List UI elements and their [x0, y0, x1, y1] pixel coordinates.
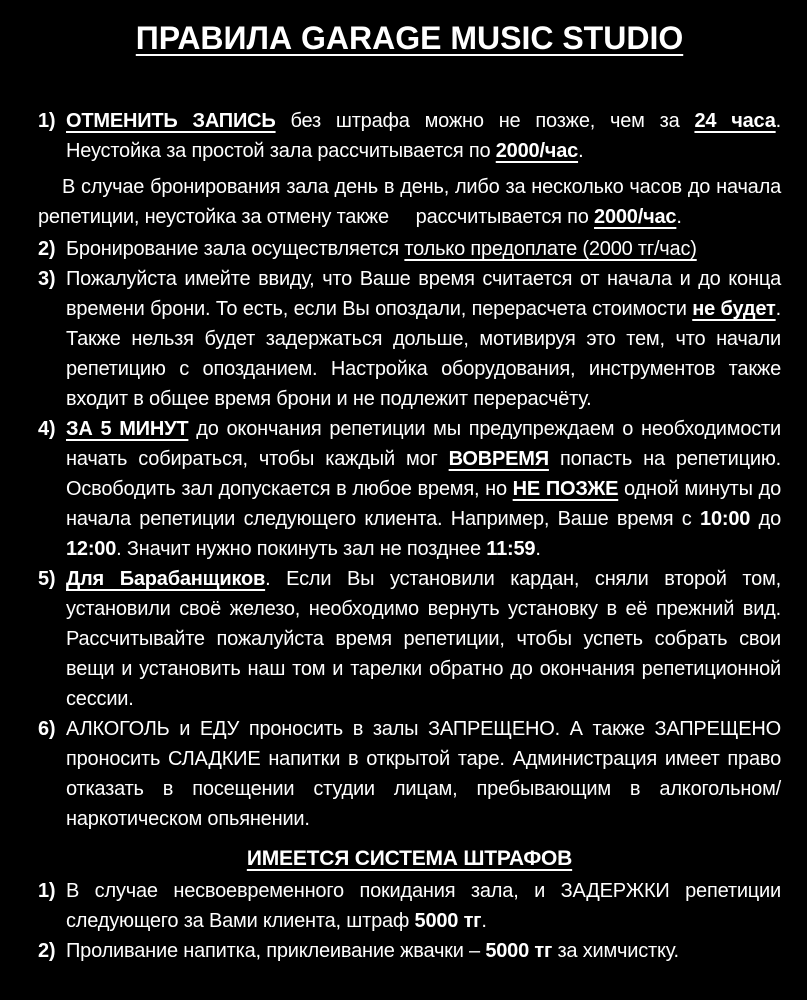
penalties-heading: ИМЕЕТСЯ СИСТЕМА ШТРАФОВ: [246, 847, 573, 870]
rule-item-5-text: Для Барабанщиков. Если Вы установили кардан, сняли второй том, установили своё железо, необходимо вернуть установку в её прежний вид. Рассчитывайте пожалуйста время репетиции, чтобы успеть собрать свои вещи и установить наш том и тарелки обратно до окончания репетиционной сессии.: [66, 568, 781, 710]
penalty-item-1-number: 1): [38, 880, 56, 902]
rule-item-5: [38, 564, 781, 714]
rule-item-5-number: 5): [38, 568, 56, 590]
penalties-list: [38, 876, 781, 966]
rule-item-3-number: 3): [38, 268, 56, 290]
cancellation-note-paragraph: В случае бронирования зала день в день, либо за несколько часов до начала репетиции, неустойка за отмену также рассчитывается по 2000/час.: [38, 176, 781, 228]
penalty-item-2: [38, 936, 781, 966]
rule-item-4: [38, 414, 781, 564]
penalty-item-1: [38, 876, 781, 936]
rule-item-2: [38, 234, 781, 264]
penalty-item-2-number: 2): [38, 940, 56, 962]
rule-item-1-text: ОТМЕНИТЬ ЗАПИСЬ без штрафа можно не позже, чем за 24 часа. Неустойка за простой зала рассчитывается по 2000/час.: [66, 110, 781, 162]
rule-item-6: [38, 714, 781, 834]
page-title: ПРАВИЛА GARAGE MUSIC STUDIO: [135, 20, 684, 56]
rules-list: [38, 106, 781, 834]
rule-item-3: [38, 264, 781, 414]
rule-item-1-number: 1): [38, 110, 56, 132]
penalty-item-1-text: В случае несвоевременного покидания зала, и ЗАДЕРЖКИ репетиции следующего за Вами клиента, штраф 5000 тг.: [66, 880, 781, 932]
rule-item-4-text: ЗА 5 МИНУТ до окончания репетиции мы предупреждаем о необходимости начать собираться, чтобы каждый мог ВОВРЕМЯ попасть на репетицию. Освободить зал допускается в любое время, но НЕ ПОЗЖЕ одной минуты до начала репетиции следующего клиента. Например, Ваше время с 10:00 до 12:00. Значит нужно покинуть зал не позднее 11:59.: [66, 418, 782, 560]
rule-item-6-number: 6): [38, 718, 56, 740]
rule-item-4-number: 4): [38, 418, 56, 440]
rule-item-2-text: Бронирование зала осуществляется только предоплате (2000 тг/час): [66, 238, 697, 260]
rule-item-3-text: Пожалуйста имейте ввиду, что Ваше время считается от начала и до конца времени брони. То есть, если Вы опоздали, перерасчета стоимости не будет. Также нельзя будет задержаться дольше, мотивируя это тем, что начали репетицию с опозданием. Настройка оборудования, инструментов также входит в общее время брони и не подлежит перерасчёту.: [66, 268, 781, 410]
rule-item-6-text: АЛКОГОЛЬ и ЕДУ проносить в залы ЗАПРЕЩЕНО. А также ЗАПРЕЩЕНО проносить СЛАДКИЕ напитки в открытой таре. Администрация имеет право отказать в посещении студии лицам, пребывающим в алкогольном/наркотическом опьянении.: [66, 718, 781, 830]
rule-item-1: [38, 106, 781, 166]
penalty-item-2-text: Проливание напитка, приклеивание жвачки – 5000 тг за химчистку.: [66, 940, 679, 962]
rule-item-2-number: 2): [38, 238, 56, 260]
